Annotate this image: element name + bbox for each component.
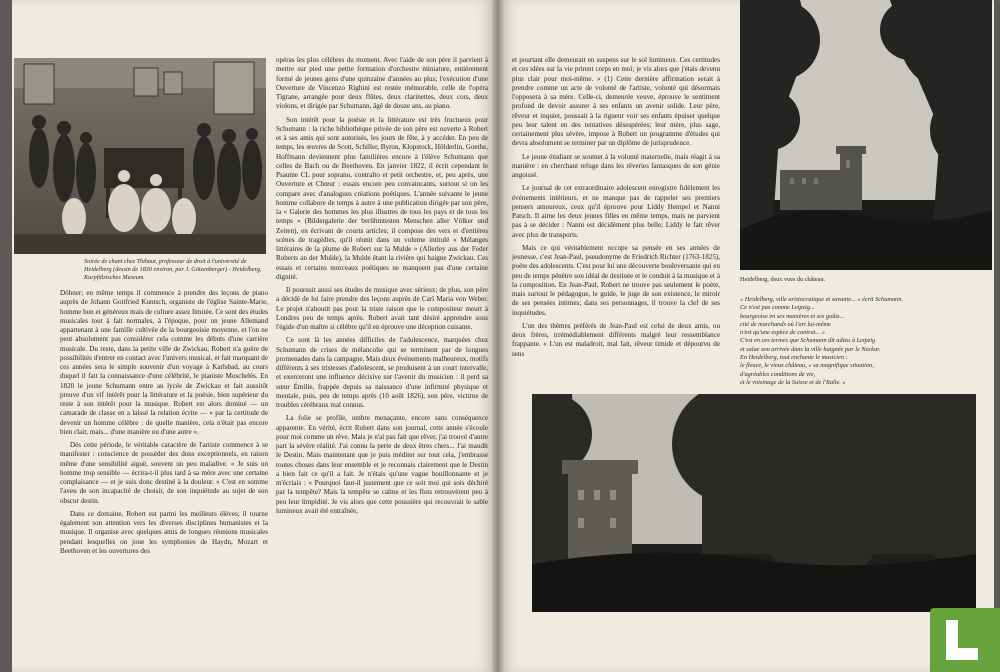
paragraph: Son intérêt pour la poésie et la littérature est très fructueux pour Schumann : la riche bibliothèque privée de son père est ouverte à Robert et à ses amis qui sont autorisés, les jours de fête, à y accéder. En peu de temps, les œuvres de Scott, Schiller, Byron, Klopstock, Hölderlin, Goethe, Hoffmann deviennent plus familières encore à l'élève Schumann que celles de Bach ou de Beethoven. En janvier 1822, il écrit cependant le Psaume CL pour soprano, contralto et petit orchestre, et, peu après, une Ouverture et Chœur : essais encore peu convaincants, surtout si on les compare avec d'analogues créations poétiques. L'année suivante le jeune homme collabore de temps à autre à une publication dirigée par son père, la « Galerie des hommes les plus illustres de tous les pays et de tous les temps » (Bildergalerie der berühmtesten Menschen aller Völker und Zeiten), en écrivant de courts articles; il compose des vers et d'entières scènes de tragédies, qu'il réunit dans un volume intitulé « Mélanges littéraires de la plume de Robert sur la Mulde » (Allerley aus der Feder Roberts an der Mulde), la Mulde étant la rivière qui baigne Zwickau. Ces essais et certains morceaux poétiques ne manquent pas d'une certaine dignité.	[276, 115, 488, 281]
photo-heidelberg-castle-garden	[532, 394, 976, 612]
paragraph: Ce sont là les années difficiles de l'adolescence, marquées chez Schumann de crises de mélancolie qui se terminent par de longues promenades dans la campagne. Mais deux événements malheureux, motifs différents à ses tristesses d'adolescent, se produisent à un court intervalle, et exerceront une influence décisive sur l'avenir du musicien : il perd sa sœur Émilie, frappée depuis sa naissance d'une infirmité physique et mentale, puis, peu de temps après (10 août 1826), son père, victime de troubles cérébraux mal connus.	[276, 336, 488, 409]
quote-line: « Heidelberg, ville aristocratique et savante... » écrit Schumann.	[740, 296, 903, 303]
quote-line: cité de marchands où l'art lui-même	[740, 320, 831, 328]
photo-heidelberg-castle-trees	[740, 0, 992, 270]
paragraph: opéras les plus célèbres du moment. Avec l'aide de son père il parvient à mettre sur pied une petite formation d'orchestre miniature, entièrement formé de jeunes gens d'une quinzaine d'années au plus; l'exécution d'une Ouverture de Vincenzo Righini est restée mémorable, celle de l'opéra Tigrane, arrangée pour deux flûtes, deux clarinettes, deux cors, deux violons, et dirigée par Schumann, âgé de douze ans, au piano.	[276, 56, 488, 111]
l-logo-icon	[930, 608, 1000, 672]
quote-line: bourgeoise en ses manières et ses goûts...	[740, 312, 845, 320]
quote-line: C'est en ces termes que Schumann dit adieu à Leipzig	[740, 337, 876, 345]
right-column	[512, 56, 720, 376]
quote-line: d'agréables conditions de vie,	[740, 370, 816, 378]
quote-line: En Heidelberg, tout enchante le musicien :	[740, 354, 848, 362]
book-spine	[492, 0, 504, 672]
quote-line: Ce n'est pas comme Leipzig...	[740, 304, 815, 312]
heidelberg-quote	[740, 296, 990, 387]
quote-line: n'est qu'une espèce de contrat... »	[740, 329, 825, 337]
paragraph: Dès cette période, le véritable caractère de l'artiste commence à se manifester : conscience de posséder des dons exceptionnels, en raison même d'une sensibilité aiguë, souvent un peu maladive. « Je suis un homme trop sensible — écrira-t-il plus tard à sa mère avec une certaine complaisance — et je suis donc destiné à la douleur. » C'est en somme l'aveu de son incapacité de choisir, de son inquiétude au sujet de son obscur destin.	[60, 441, 268, 505]
paragraph: Dans ce domaine, Robert est parmi les meilleurs élèves; il tourne également son attention vers les diverses disciplines humanistes et la musique. Il organise avec quelques amis de longues réunions musicales pendant lesquelles on joue les symphonies de Haydn, Mozart et Beethoven et les ouvertures des	[60, 509, 268, 555]
quote-line: et le voisinage de la Suisse et de l'Italie. »	[740, 378, 846, 386]
left-column-2	[276, 56, 488, 668]
paragraph: La folie se profile, ombre menaçante, encore sans conséquence apparente. En vérité, écrit Robert dans son journal, cette année s'écoule pour moi comme un rêve. Mais je n'ai pas fait que rêver, j'ai trouvé d'autre part la sévère réalité. J'ai connu la perte de deux êtres chers... J'ai maudit le Destin. Mais maintenant que je puis méditer sur tout cela, j'embrasse toutes choses dans leur ensemble et je reconnais clairement que le Destin a bien fait ce qu'il a fait. Je n'étais qu'une vague bouillonnante et je m'écriais : « Pourquoi faut-il justement que ce soit moi qui sois déchiré par la tempête? Mais la tempête se calme et les flots retrouvèrent peu à peu leur limpidité. Je vis alors que cette poussière qui recouvrait le sable lumineux avait été entraînée,	[276, 414, 488, 515]
left-column-1	[60, 289, 268, 669]
paragraph: Le jeune étudiant se soumet à la volonté maternelle, mais réagit à sa manière : en cherchant refuge dans les rêveries fantasques de son génie angoissé.	[512, 152, 720, 179]
paragraph: L'un des thèmes préférés de Jean-Paul est celui de deux amis, ou deux frères, irrémédiablement différents malgré leur ressemblance frappante. « L'un est maladroit, mal fait, rêveur timide et dépourvu de sens	[512, 321, 720, 358]
paragraph: et pourtant elle demeurait en suspens sur le sol lumineux. Ces certitudes et ces idées sur la vie prirent corps en moi; je vis alors que j'étais devenu plus clair pour moi-même. » (1) Cette dernière affirmation serait à prendre comme un acte de volonté de l'artiste, volonté qui désormais l'opposera à sa mère. Celle-ci, demeurée veuve, éprouve le sentiment profond de devoir assurer à ses enfants un avenir solide. Leur père, rêveur et inquiet, poussait à la rigueur voir ses enfants épuiser quelque peu leur talent en des tentatives désespérées; leur mère, plus sage, certainement plus sévère, impose à Robert un programme d'études qui devra absolument se terminer par un diplôme de jurisprudence.	[512, 56, 720, 148]
illustration-soiree	[14, 58, 266, 254]
paragraph: Le journal de cet extraordinaire adolescent enregistre fidèlement les événements intérieurs, et ne manque pas de rappeler ses premiers pensers amoureux, ceux qu'il éprouve pour Liddy Hempel et Nanni Patsch. Il aime les deux jeunes filles en même temps, mais ne parvient pas à se décider : Nanni est décidément plus belle; Liddy le fait rêver avec plus de transports.	[512, 184, 720, 239]
paragraph: Mais ce qui véritablement occupe sa pensée en ses années de jeunesse, c'est Jean-Paul, pseudonyme de Friedrich Richter (1763-1825), poète des adolescents. C'est pour lui une découverte bouleversante qui en peu de temps pénètre son idéal de destinée et le conduit à la musique et à la composition. En Jean-Paul, Robert ne trouve pas seulement le poète, mais surtout le pédagogue, le guide, le juge de son existence, le miroir de ses pensées intimes; dans ses personnages, il trouve la clef de ses inquiétudes.	[512, 243, 720, 317]
photo-caption: Heidelberg, deux vues du château.	[740, 276, 826, 283]
paragraph: Il poursuit aussi ses études de musique avec sérieux; de plus, son père a décidé de lui faire prendre des leçons auprès de Carl Maria von Weber. Le projet n'aboutit pas pour la triste raison que le compositeur meurt à Londres peu de temps après. Robert avait tant désiré apprendre sous l'égide d'un maître si célèbre qu'il en éprouve une déception cuisante.	[276, 286, 488, 331]
paragraph: Döhner; en même temps il commence à prendre des leçons de piano auprès de Johann Gottfried Kuntsch, organiste de l'église Sainte-Marie, homme bon et généreux mais de culture assez limitée. Ce sont des études musicales tout à fait normales, à l'époque, pour un jeune Allemand appartenant à une famille cultivée de la bourgeoisie moyenne, et l'on ne peut absolument pas considérer cela comme les débuts d'une carrière musicale. Du reste, dans la petite ville de Zwickau, Robert n'a guère de possibilités d'entrer en contact avec l'univers musical, et fait marquant de ces années sera le simple souvenir d'un voyage à Karlsbad, au cours duquel il fait la connaissance d'une célébrité, le pianiste Moschelès. En 1820 le jeune Schumann entre au lycée de Zwickau et fait aussitôt preuve d'un vif intérêt pour la littérature et la poésie, bien supérieur du reste à son intérêt pour la musique. Robert est alors dominé — un camarade de classe en a laissé la relation écrite — « par la certitude de devenir un homme célèbre : de quelle manière, cela n'était pas encore bien clair, mais... d'une manière ou d'une autre ».	[60, 289, 268, 436]
illustration-caption: Soirée de chant chez Thibaut, professeur de droit à l'université de Heidelberg (dessin de 1830 environ, par J. Götzenberger) - Heidelberg, Kurpfälzisches Museum.	[84, 258, 262, 282]
quote-line: et salue son arrivée dans la ville baignée par le Neckar.	[740, 345, 881, 353]
quote-line: le fleuve, le vieux château, « sa magnifique situation,	[740, 362, 874, 370]
